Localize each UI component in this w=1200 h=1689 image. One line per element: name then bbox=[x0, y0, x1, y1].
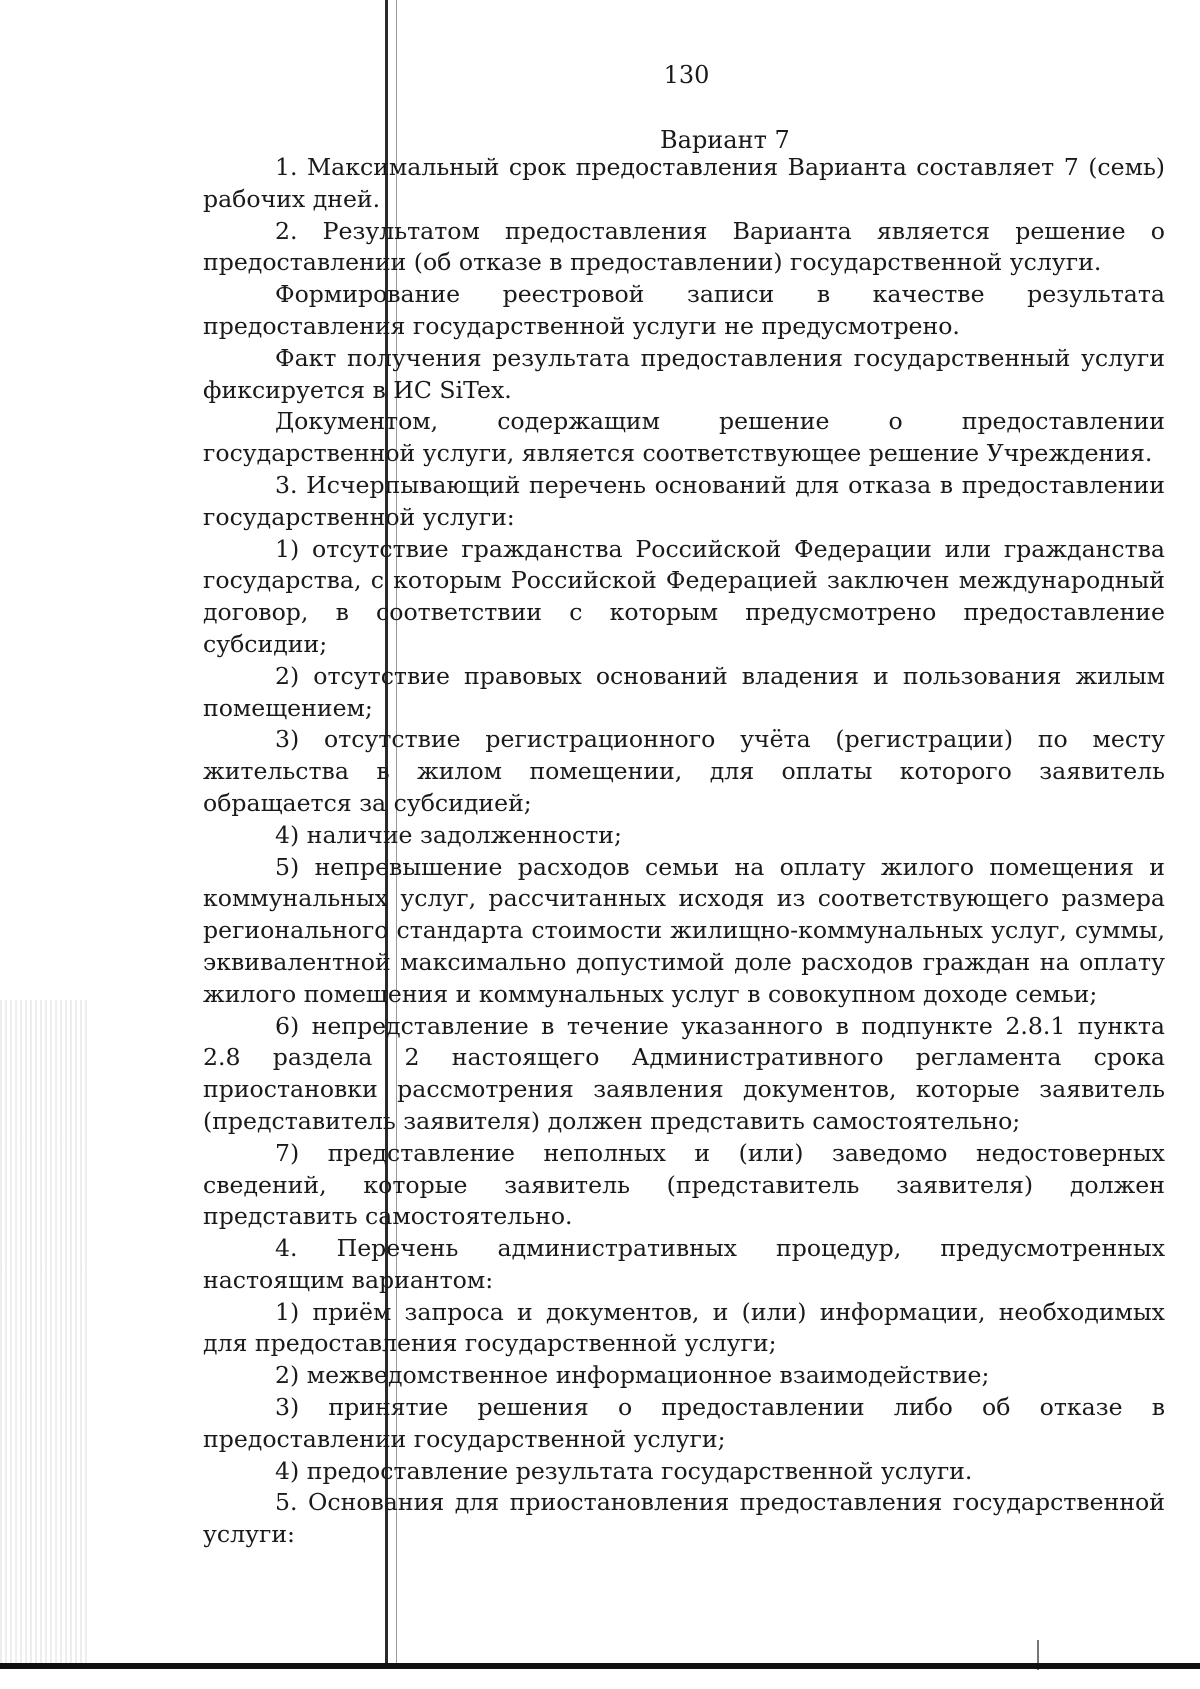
document-body bbox=[203, 152, 1165, 1551]
page-number: 130 bbox=[663, 61, 710, 89]
list-item: 7) представление неполных и (или) заведомо недостоверных сведений, которые заявитель (представитель заявителя) должен представить самостоятельно. bbox=[203, 1138, 1165, 1231]
scan-noise bbox=[0, 1000, 90, 1663]
paragraph: 3. Исчерпывающий перечень оснований для отказа в предоставлении государственной услуги: bbox=[203, 470, 1165, 531]
list-item: 2) отсутствие правовых оснований владения и пользования жилым помещением; bbox=[203, 661, 1165, 722]
list-item: 5) непревышение расходов семьи на оплату жилого помещения и коммунальных услуг, рассчитанных исходя из соответствующего размера регионального стандарта стоимости жилищно-коммунальных услуг, суммы, эквивалентной максимально допустимой доле расходов граждан на оплату жилого помещения и коммунальных услуг в совокупном доходе семьи; bbox=[203, 852, 1165, 1008]
list-item: 3) отсутствие регистрационного учёта (регистрации) по месту жительства в жилом помещении, для оплаты которого заявитель обращается за субсидией; bbox=[203, 725, 1165, 817]
paragraph: 1. Максимальный срок предоставления Варианта составляет 7 (семь) рабочих дней. bbox=[203, 153, 1165, 213]
paragraph: Формирование реестровой записи в качестве результата предоставления государственной услуги не предусмотрено. bbox=[203, 280, 1165, 340]
paragraph: Документом, содержащим решение о предоставлении государственной услуги, является соответствующее решение Учреждения. bbox=[203, 407, 1165, 468]
list-item: 2) межведомственное информационное взаимодействие; bbox=[275, 1361, 990, 1390]
paragraph: 4. Перечень административных процедур, предусмотренных настоящим вариантом: bbox=[203, 1234, 1165, 1294]
section-title: Вариант 7 bbox=[660, 126, 790, 154]
list-item: 1) отсутствие гражданства Российской Федерации или гражданства государства, с которым Российской Федерацией заключен международный договор, в соответствии с которым предусмотрено предоставление субсидии; bbox=[203, 534, 1165, 658]
paragraph: 2. Результатом предоставления Варианта является решение о предоставлении (об отказе в предоставлении) государственной услуги. bbox=[203, 216, 1165, 277]
list-item: 6) непредставление в течение указанного в подпункте 2.8.1 пункта 2.8 раздела 2 настоящего Административного регламента срока приостановки рассмотрения заявления документов, которые заявитель (представитель заявителя) должен представить самостоятельно; bbox=[203, 1011, 1165, 1135]
paragraph: 5. Основания для приостановления предоставления государственной услуги: bbox=[203, 1488, 1165, 1549]
list-item: 3) принятие решения о предоставлении либо об отказе в предоставлении государственной услуги; bbox=[203, 1393, 1165, 1453]
paragraph: Факт получения результата предоставления государственный услуги фиксируется в ИС SiTex. bbox=[203, 343, 1165, 404]
list-item: 4) предоставление результата государственной услуги. bbox=[275, 1456, 973, 1485]
list-item: 4) наличие задолженности; bbox=[275, 820, 622, 849]
scan-bottom-edge bbox=[0, 1663, 1200, 1669]
list-item: 1) приём запроса и документов, и (или) информации, необходимых для предоставления государственной услуги; bbox=[203, 1297, 1165, 1358]
